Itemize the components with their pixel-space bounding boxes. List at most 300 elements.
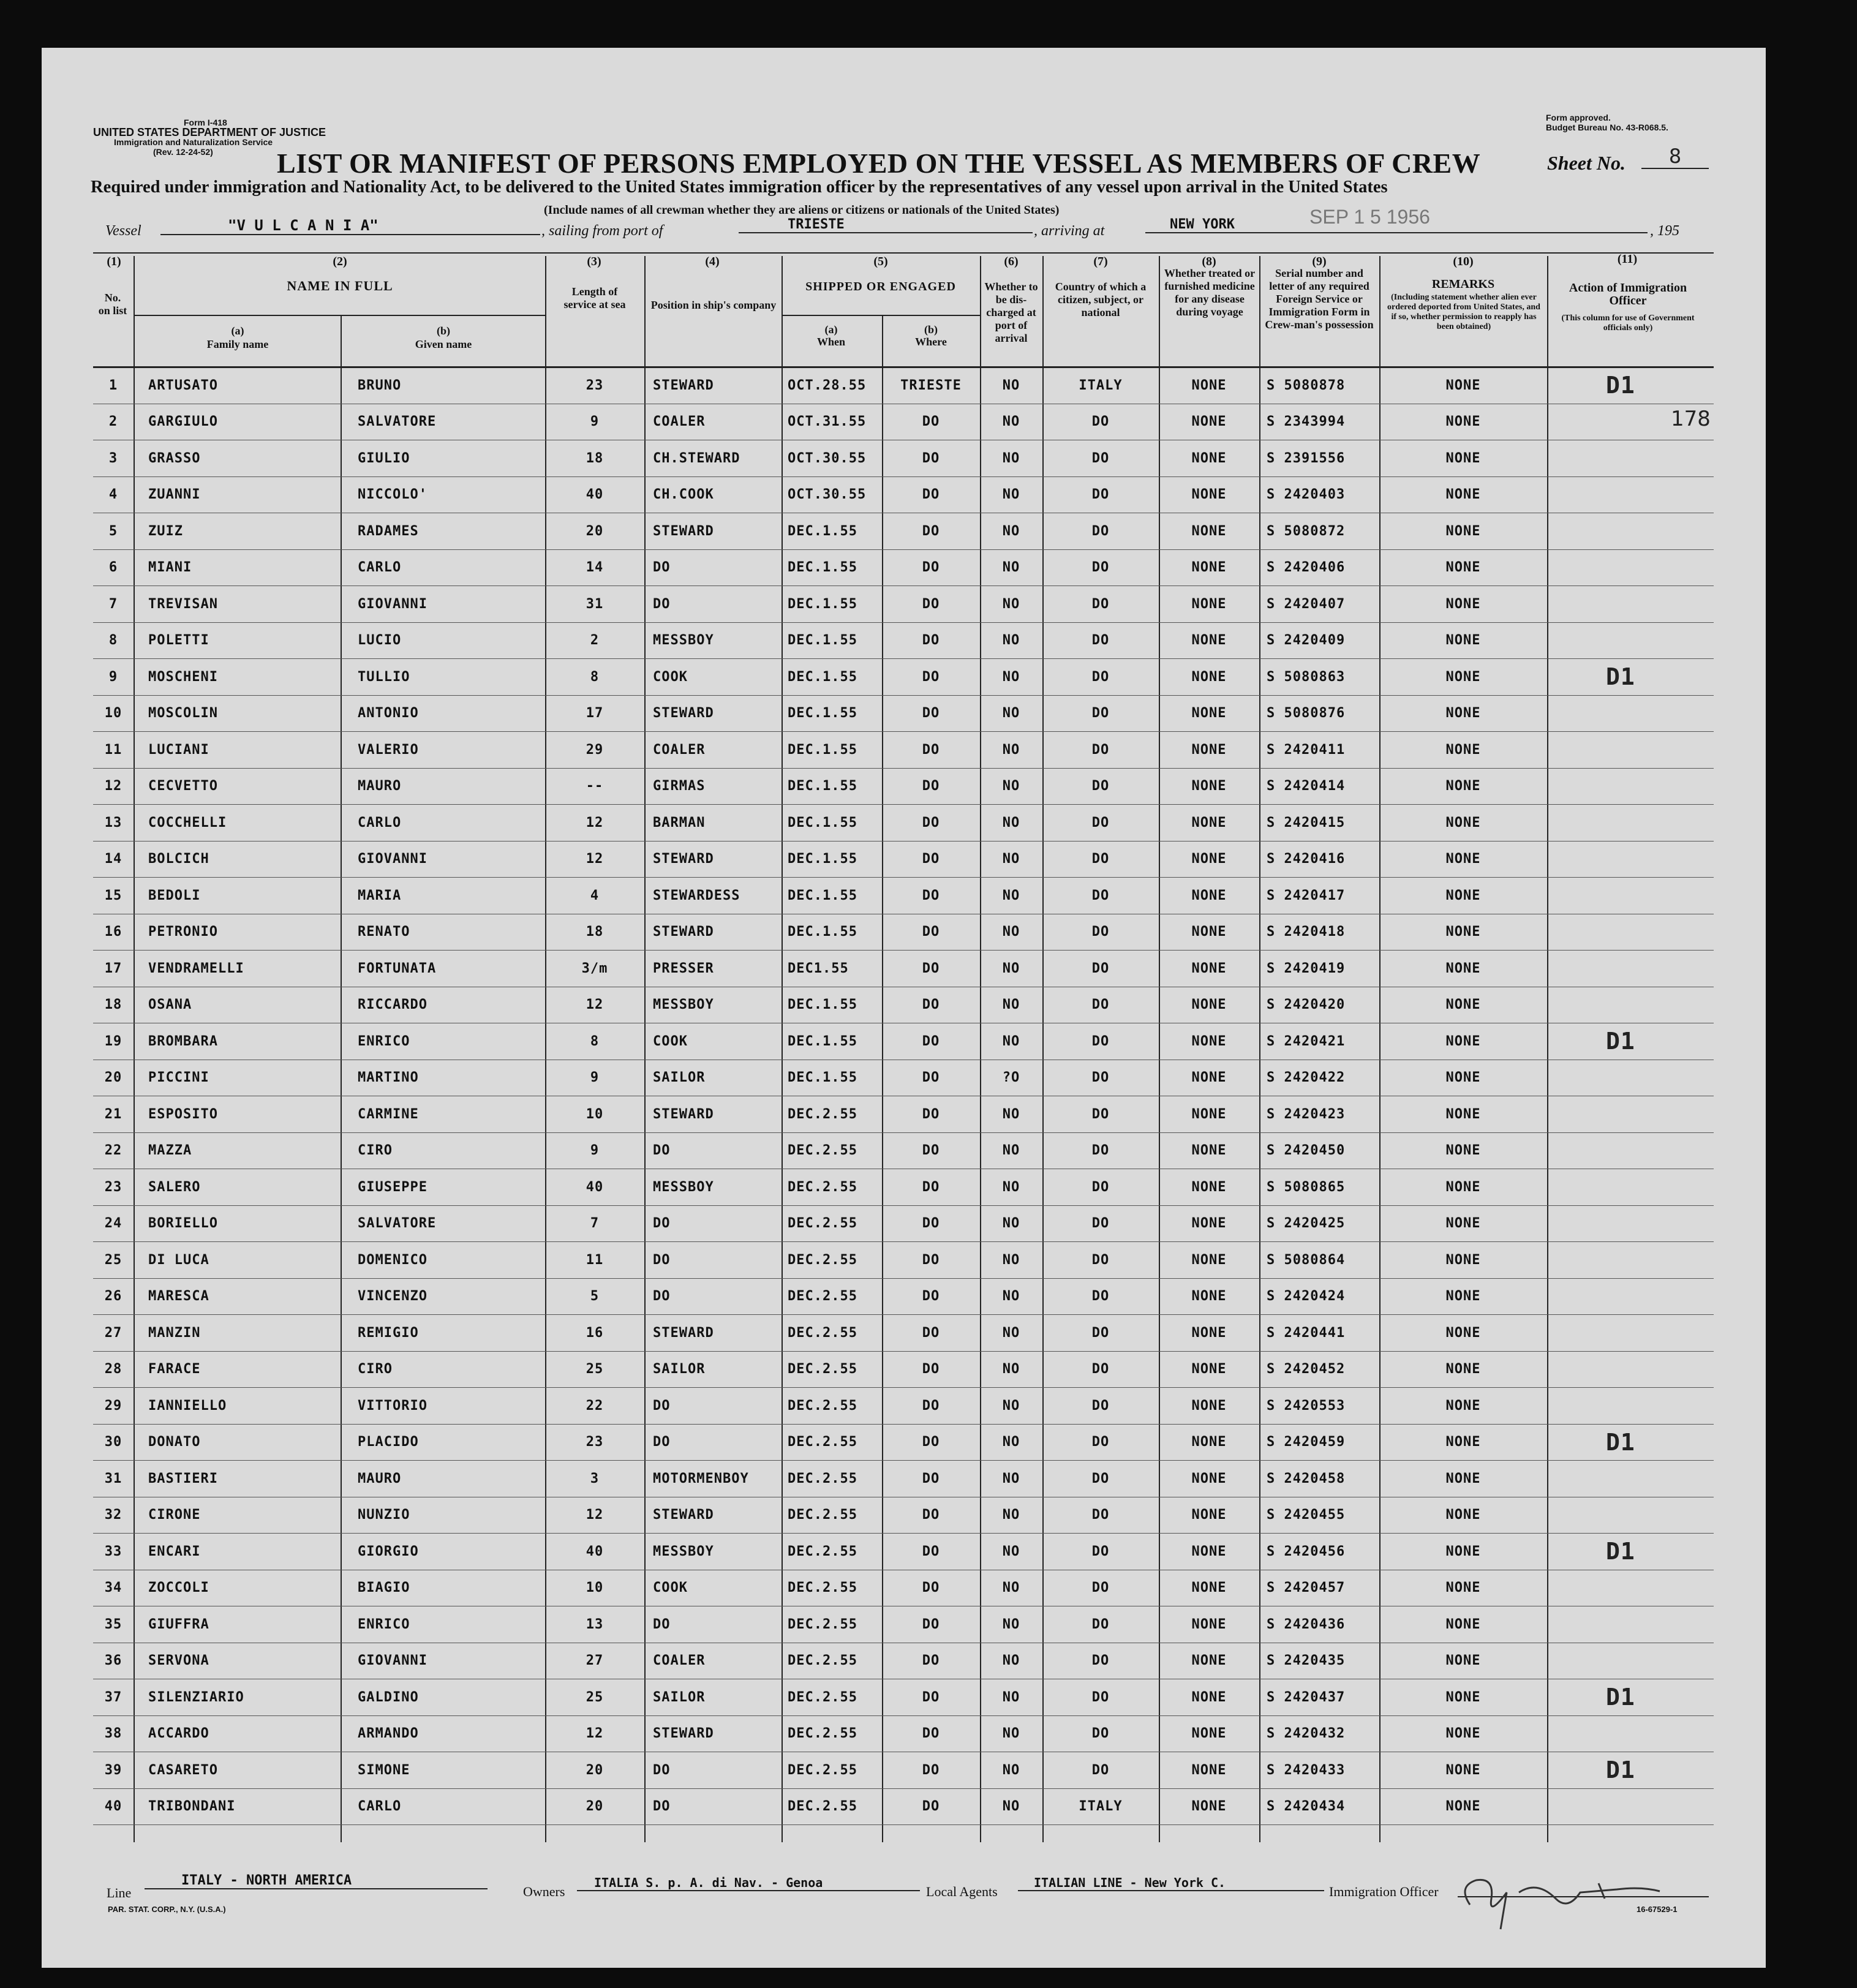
crew-remarks: NONE [1379, 1715, 1547, 1752]
crew-treated: NONE [1159, 878, 1259, 914]
crew-family-name: TREVISAN [134, 586, 341, 623]
crew-discharged: NO [980, 1570, 1042, 1606]
form-number: Form I-418 [184, 118, 227, 127]
crew-row [93, 367, 1714, 404]
crew-given-name: SALVATORE [341, 1205, 545, 1242]
crew-country: DO [1042, 1096, 1159, 1133]
crew-row [93, 1096, 1714, 1133]
crew-length-of-service: 20 [545, 1752, 644, 1789]
crew-remarks: NONE [1379, 1643, 1547, 1679]
crew-length-of-service: 18 [545, 914, 644, 951]
crew-row-number: 7 [93, 586, 134, 623]
crew-shipped-where: DO [882, 1242, 980, 1279]
crew-country: ITALY [1042, 1788, 1159, 1825]
crew-position: STEWARD [644, 513, 782, 550]
crew-discharged: ?O [980, 1060, 1042, 1096]
crew-given-name: VITTORIO [341, 1388, 545, 1425]
crew-country: DO [1042, 622, 1159, 659]
crew-position: COOK [644, 1570, 782, 1606]
crew-shipped-where: DO [882, 732, 980, 769]
crew-length-of-service: 18 [545, 440, 644, 477]
crew-serial-number: S 2420450 [1259, 1132, 1379, 1169]
crew-shipped-when: DEC.2.55 [782, 1534, 882, 1570]
crew-position: DO [644, 1242, 782, 1279]
crew-serial-number: S 2420422 [1259, 1060, 1379, 1096]
crew-row-number: 8 [93, 622, 134, 659]
crew-shipped-where: DO [882, 1788, 980, 1825]
crew-shipped-where: DO [882, 1461, 980, 1497]
crew-shipped-where: DO [882, 1570, 980, 1606]
crew-remarks: NONE [1379, 659, 1547, 696]
footer-code: 16-67529-1 [1637, 1905, 1678, 1914]
crew-given-name: VALERIO [341, 732, 545, 769]
crew-serial-number: S 2420553 [1259, 1388, 1379, 1425]
crew-row-number: 19 [93, 1023, 134, 1060]
crew-row [93, 1023, 1714, 1060]
column-number: (7) [1093, 255, 1108, 268]
crew-shipped-when: DEC.2.55 [782, 1570, 882, 1606]
crew-officer-action [1547, 878, 1714, 914]
crew-row [93, 1315, 1714, 1352]
crew-position: COALER [644, 732, 782, 769]
crew-length-of-service: 22 [545, 1388, 644, 1425]
crew-remarks: NONE [1379, 1169, 1547, 1206]
crew-row-number: 21 [93, 1096, 134, 1133]
crew-shipped-where: DO [882, 549, 980, 586]
crew-table [93, 367, 1714, 1825]
footer-agents-label: Local Agents [926, 1884, 998, 1899]
crew-shipped-where: DO [882, 1169, 980, 1206]
crew-row [93, 1424, 1714, 1461]
crew-row-number: 1 [93, 367, 134, 404]
crew-family-name: BEDOLI [134, 878, 341, 914]
crew-discharged: NO [980, 1023, 1042, 1060]
crew-remarks: NONE [1379, 549, 1547, 586]
crew-family-name: IANNIELLO [134, 1388, 341, 1425]
crew-length-of-service: -- [545, 768, 644, 805]
crew-serial-number: S 5080876 [1259, 695, 1379, 732]
crew-row [93, 878, 1714, 914]
crew-family-name: DI LUCA [134, 1242, 341, 1279]
crew-family-name: PICCINI [134, 1060, 341, 1096]
crew-length-of-service: 17 [545, 695, 644, 732]
crew-remarks: NONE [1379, 404, 1547, 440]
crew-officer-action [1547, 1278, 1714, 1315]
crew-country: ITALY [1042, 367, 1159, 404]
crew-given-name: ENRICO [341, 1606, 545, 1643]
crew-row-number: 5 [93, 513, 134, 550]
crew-family-name: PETRONIO [134, 914, 341, 951]
crew-row [93, 1461, 1714, 1497]
crew-country: DO [1042, 1643, 1159, 1679]
crew-shipped-where: DO [882, 1606, 980, 1643]
crew-length-of-service: 3/m [545, 951, 644, 987]
header-remarks: REMARKS [1431, 277, 1495, 291]
crew-length-of-service: 14 [545, 549, 644, 586]
crew-position: COOK [644, 659, 782, 696]
crew-row-number: 36 [93, 1643, 134, 1679]
crew-given-name: ANTONIO [341, 695, 545, 732]
crew-serial-number: S 2420432 [1259, 1715, 1379, 1752]
header-where: Where [915, 336, 947, 348]
crew-officer-action [1547, 476, 1714, 513]
crew-position: SAILOR [644, 1060, 782, 1096]
crew-treated: NONE [1159, 1242, 1259, 1279]
crew-remarks: NONE [1379, 951, 1547, 987]
crew-length-of-service: 25 [545, 1679, 644, 1716]
crew-serial-number: S 2420421 [1259, 1023, 1379, 1060]
crew-given-name: CARLO [341, 1788, 545, 1825]
crew-discharged: NO [980, 1534, 1042, 1570]
crew-shipped-where: DO [882, 1060, 980, 1096]
crew-officer-action [1547, 1351, 1714, 1388]
crew-remarks: NONE [1379, 1205, 1547, 1242]
crew-position: MESSBOY [644, 1534, 782, 1570]
crew-length-of-service: 12 [545, 805, 644, 842]
crew-officer-action [1547, 586, 1714, 623]
crew-country: DO [1042, 987, 1159, 1023]
crew-family-name: DONATO [134, 1424, 341, 1461]
crew-row [93, 1643, 1714, 1679]
crew-length-of-service: 8 [545, 1023, 644, 1060]
crew-shipped-when: DEC.2.55 [782, 1132, 882, 1169]
crew-country: DO [1042, 1060, 1159, 1096]
crew-row [93, 1242, 1714, 1279]
crew-shipped-where: DO [882, 513, 980, 550]
crew-given-name: SALVATORE [341, 404, 545, 440]
crew-shipped-when: DEC.1.55 [782, 659, 882, 696]
crew-country: DO [1042, 1388, 1159, 1425]
crew-country: DO [1042, 768, 1159, 805]
crew-row [93, 951, 1714, 987]
crew-row [93, 1497, 1714, 1534]
crew-country: DO [1042, 1752, 1159, 1789]
crew-discharged: NO [980, 1497, 1042, 1534]
crew-remarks: NONE [1379, 805, 1547, 842]
crew-shipped-where: DO [882, 1715, 980, 1752]
crew-shipped-when: DEC.1.55 [782, 841, 882, 878]
arriving-label: , arriving at [1034, 223, 1105, 239]
crew-family-name: CASARETO [134, 1752, 341, 1789]
crew-treated: NONE [1159, 987, 1259, 1023]
crew-officer-action [1547, 1205, 1714, 1242]
crew-position: CH.STEWARD [644, 440, 782, 477]
crew-discharged: NO [980, 1424, 1042, 1461]
crew-officer-action [1547, 951, 1714, 987]
crew-row-number: 39 [93, 1752, 134, 1789]
crew-country: DO [1042, 1424, 1159, 1461]
crew-serial-number: S 5080864 [1259, 1242, 1379, 1279]
crew-position: COOK [644, 1023, 782, 1060]
footer-line-value: ITALY - NORTH AMERICA [145, 1873, 488, 1889]
crew-given-name: TULLIO [341, 659, 545, 696]
crew-family-name: MANZIN [134, 1315, 341, 1352]
crew-officer-action [1547, 549, 1714, 586]
crew-serial-number: S 2420411 [1259, 732, 1379, 769]
crew-treated: NONE [1159, 768, 1259, 805]
crew-discharged: NO [980, 1752, 1042, 1789]
crew-family-name: MAZZA [134, 1132, 341, 1169]
crew-country: DO [1042, 841, 1159, 878]
officer-signature [1458, 1856, 1703, 1935]
crew-treated: NONE [1159, 841, 1259, 878]
crew-shipped-where: DO [882, 1643, 980, 1679]
crew-row [93, 513, 1714, 550]
crew-treated: NONE [1159, 1497, 1259, 1534]
crew-discharged: NO [980, 1606, 1042, 1643]
crew-discharged: NO [980, 659, 1042, 696]
column-number: (2) [333, 255, 347, 268]
crew-position: STEWARD [644, 1715, 782, 1752]
crew-shipped-where: DO [882, 1278, 980, 1315]
crew-discharged: NO [980, 878, 1042, 914]
crew-officer-action: D1 [1547, 1424, 1714, 1461]
crew-row-number: 28 [93, 1351, 134, 1388]
header-when: When [816, 336, 845, 348]
crew-length-of-service: 40 [545, 476, 644, 513]
crew-position: DO [644, 1205, 782, 1242]
crew-shipped-when: DEC.2.55 [782, 1606, 882, 1643]
crew-officer-action [1547, 1606, 1714, 1643]
crew-serial-number: S 2420435 [1259, 1643, 1379, 1679]
crew-position: CH.COOK [644, 476, 782, 513]
crew-country: DO [1042, 1242, 1159, 1279]
crew-discharged: NO [980, 1461, 1042, 1497]
crew-length-of-service: 5 [545, 1278, 644, 1315]
crew-row [93, 1534, 1714, 1570]
crew-family-name: SERVONA [134, 1643, 341, 1679]
header-action: Action of Immigration Officer [1569, 281, 1687, 307]
crew-given-name: GIOVANNI [341, 586, 545, 623]
crew-shipped-when: DEC.1.55 [782, 586, 882, 623]
header-position: Position in ship's company [650, 299, 777, 311]
crew-serial-number: S 2420407 [1259, 586, 1379, 623]
crew-country: DO [1042, 1132, 1159, 1169]
crew-serial-number: S 5080872 [1259, 513, 1379, 550]
crew-discharged: NO [980, 1715, 1042, 1752]
crew-family-name: ESPOSITO [134, 1096, 341, 1133]
crew-length-of-service: 9 [545, 1060, 644, 1096]
crew-shipped-where: DO [882, 914, 980, 951]
crew-officer-action [1547, 914, 1714, 951]
crew-country: DO [1042, 732, 1159, 769]
column-number: (10) [1453, 255, 1474, 268]
crew-row [93, 768, 1714, 805]
crew-country: DO [1042, 1570, 1159, 1606]
crew-position: STEWARD [644, 841, 782, 878]
crew-remarks: NONE [1379, 1788, 1547, 1825]
crew-discharged: NO [980, 622, 1042, 659]
crew-remarks: NONE [1379, 841, 1547, 878]
crew-row-number: 16 [93, 914, 134, 951]
crew-row-number: 20 [93, 1060, 134, 1096]
crew-row [93, 914, 1714, 951]
crew-row [93, 404, 1714, 440]
crew-given-name: CARMINE [341, 1096, 545, 1133]
crew-row [93, 549, 1714, 586]
vessel-name: "V U L C A N I A" [160, 217, 540, 235]
crew-treated: NONE [1159, 1679, 1259, 1716]
crew-treated: NONE [1159, 1570, 1259, 1606]
crew-shipped-where: DO [882, 1388, 980, 1425]
crew-row-number: 33 [93, 1534, 134, 1570]
crew-row-number: 29 [93, 1388, 134, 1425]
crew-family-name: ACCARDO [134, 1715, 341, 1752]
crew-given-name: DOMENICO [341, 1242, 545, 1279]
crew-family-name: BASTIERI [134, 1461, 341, 1497]
crew-serial-number: S 2420458 [1259, 1461, 1379, 1497]
crew-row-number: 6 [93, 549, 134, 586]
crew-position: MESSBOY [644, 622, 782, 659]
crew-row-number: 11 [93, 732, 134, 769]
footer-agents-value: ITALIAN LINE - New York C. [1018, 1875, 1324, 1891]
form-approved: Form approved. [1546, 113, 1611, 122]
crew-row [93, 1205, 1714, 1242]
header-name-in-full: NAME IN FULL [287, 278, 393, 293]
crew-shipped-when: DEC.1.55 [782, 622, 882, 659]
crew-row-number: 34 [93, 1570, 134, 1606]
crew-row-number: 18 [93, 987, 134, 1023]
crew-remarks: NONE [1379, 1679, 1547, 1716]
crew-row [93, 987, 1714, 1023]
crew-given-name: NICCOLO' [341, 476, 545, 513]
crew-family-name: BOLCICH [134, 841, 341, 878]
crew-country: DO [1042, 1205, 1159, 1242]
crew-shipped-when: DEC.1.55 [782, 1023, 882, 1060]
crew-serial-number: S 2343994 [1259, 404, 1379, 440]
crew-family-name: ZUANNI [134, 476, 341, 513]
crew-officer-action: D1 [1547, 1679, 1714, 1716]
crew-remarks: NONE [1379, 1132, 1547, 1169]
crew-country: DO [1042, 1606, 1159, 1643]
crew-officer-action [1547, 1715, 1714, 1752]
crew-discharged: NO [980, 695, 1042, 732]
crew-length-of-service: 12 [545, 987, 644, 1023]
crew-given-name: ENRICO [341, 1023, 545, 1060]
crew-given-name: RICCARDO [341, 987, 545, 1023]
crew-serial-number: S 2420434 [1259, 1788, 1379, 1825]
crew-length-of-service: 40 [545, 1169, 644, 1206]
column-number: (5) [873, 255, 888, 268]
crew-serial-number: S 5080878 [1259, 367, 1379, 404]
crew-position: MOTORMENBOY [644, 1461, 782, 1497]
sheet-number-label: Sheet No. [1547, 152, 1625, 174]
crew-country: DO [1042, 1461, 1159, 1497]
crew-row-number: 40 [93, 1788, 134, 1825]
crew-officer-action [1547, 1169, 1714, 1206]
crew-treated: NONE [1159, 476, 1259, 513]
crew-country: DO [1042, 659, 1159, 696]
crew-row-number: 38 [93, 1715, 134, 1752]
crew-discharged: NO [980, 1315, 1042, 1352]
crew-remarks: NONE [1379, 1497, 1547, 1534]
arriving-port: NEW YORK [1145, 217, 1648, 233]
crew-shipped-when: OCT.30.55 [782, 476, 882, 513]
crew-family-name: SILENZIARIO [134, 1679, 341, 1716]
crew-shipped-where: DO [882, 1315, 980, 1352]
crew-serial-number: S 2420409 [1259, 622, 1379, 659]
crew-country: DO [1042, 805, 1159, 842]
crew-treated: NONE [1159, 951, 1259, 987]
crew-officer-action [1547, 513, 1714, 550]
crew-discharged: NO [980, 1096, 1042, 1133]
header-shipped-rule [782, 315, 980, 316]
crew-officer-action [1547, 440, 1714, 477]
crew-family-name: COCCHELLI [134, 805, 341, 842]
crew-row-number: 17 [93, 951, 134, 987]
crew-treated: NONE [1159, 659, 1259, 696]
header-top-rule [93, 252, 1714, 254]
crew-row [93, 805, 1714, 842]
crew-treated: NONE [1159, 1643, 1259, 1679]
crew-remarks: NONE [1379, 878, 1547, 914]
crew-shipped-where: DO [882, 476, 980, 513]
crew-given-name: MARIA [341, 878, 545, 914]
crew-given-name: NUNZIO [341, 1497, 545, 1534]
crew-row-number: 15 [93, 878, 134, 914]
header-treated: Whether treated or furnished medicine for any disease during voyage [1164, 267, 1256, 318]
crew-shipped-when: DEC.2.55 [782, 1643, 882, 1679]
crew-serial-number: S 2420441 [1259, 1315, 1379, 1352]
crew-country: DO [1042, 1315, 1159, 1352]
header-country: Country of which a citizen, subject, or national [1055, 281, 1147, 318]
crew-discharged: NO [980, 1679, 1042, 1716]
page-title: LIST OR MANIFEST OF PERSONS EMPLOYED ON THE VESSEL AS MEMBERS OF CREW [277, 148, 1481, 179]
header-shipped-or-engaged: SHIPPED OR ENGAGED [805, 280, 956, 293]
sailing-label: , sailing from port of [541, 223, 663, 239]
header-remarks-note: (Including statement whether alien ever ordered deported from United States, and if so, whether permission to reapply has been obtained) [1387, 293, 1540, 331]
crew-officer-action [1547, 622, 1714, 659]
crew-serial-number: S 2420452 [1259, 1351, 1379, 1388]
crew-treated: NONE [1159, 1132, 1259, 1169]
crew-discharged: NO [980, 805, 1042, 842]
crew-family-name: FARACE [134, 1351, 341, 1388]
crew-remarks: NONE [1379, 768, 1547, 805]
crew-row-number: 3 [93, 440, 134, 477]
crew-treated: NONE [1159, 1461, 1259, 1497]
crew-country: DO [1042, 549, 1159, 586]
crew-length-of-service: 3 [545, 1461, 644, 1497]
crew-country: DO [1042, 1715, 1159, 1752]
crew-discharged: NO [980, 404, 1042, 440]
crew-position: STEWARD [644, 914, 782, 951]
crew-serial-number: S 2420456 [1259, 1534, 1379, 1570]
crew-row-number: 31 [93, 1461, 134, 1497]
crew-officer-action [1547, 1096, 1714, 1133]
crew-treated: NONE [1159, 1715, 1259, 1752]
crew-position: SAILOR [644, 1351, 782, 1388]
column-number: (4) [705, 255, 720, 268]
crew-serial-number: S 2420425 [1259, 1205, 1379, 1242]
footer-line-label: Line [107, 1885, 132, 1900]
crew-remarks: NONE [1379, 1242, 1547, 1279]
crew-family-name: MOSCHENI [134, 659, 341, 696]
budget-bureau: Budget Bureau No. 43-R068.5. [1546, 122, 1668, 132]
crew-shipped-where: DO [882, 1424, 980, 1461]
crew-discharged: NO [980, 914, 1042, 951]
crew-country: DO [1042, 404, 1159, 440]
crew-serial-number: S 2420455 [1259, 1497, 1379, 1534]
crew-position: STEWARD [644, 1096, 782, 1133]
crew-remarks: NONE [1379, 1388, 1547, 1425]
crew-position: BARMAN [644, 805, 782, 842]
crew-row [93, 1788, 1714, 1825]
crew-family-name: TRIBONDANI [134, 1788, 341, 1825]
crew-officer-action [1547, 695, 1714, 732]
crew-remarks: NONE [1379, 1606, 1547, 1643]
header-no-on-list: No. on list [98, 292, 127, 317]
crew-shipped-where: DO [882, 404, 980, 440]
